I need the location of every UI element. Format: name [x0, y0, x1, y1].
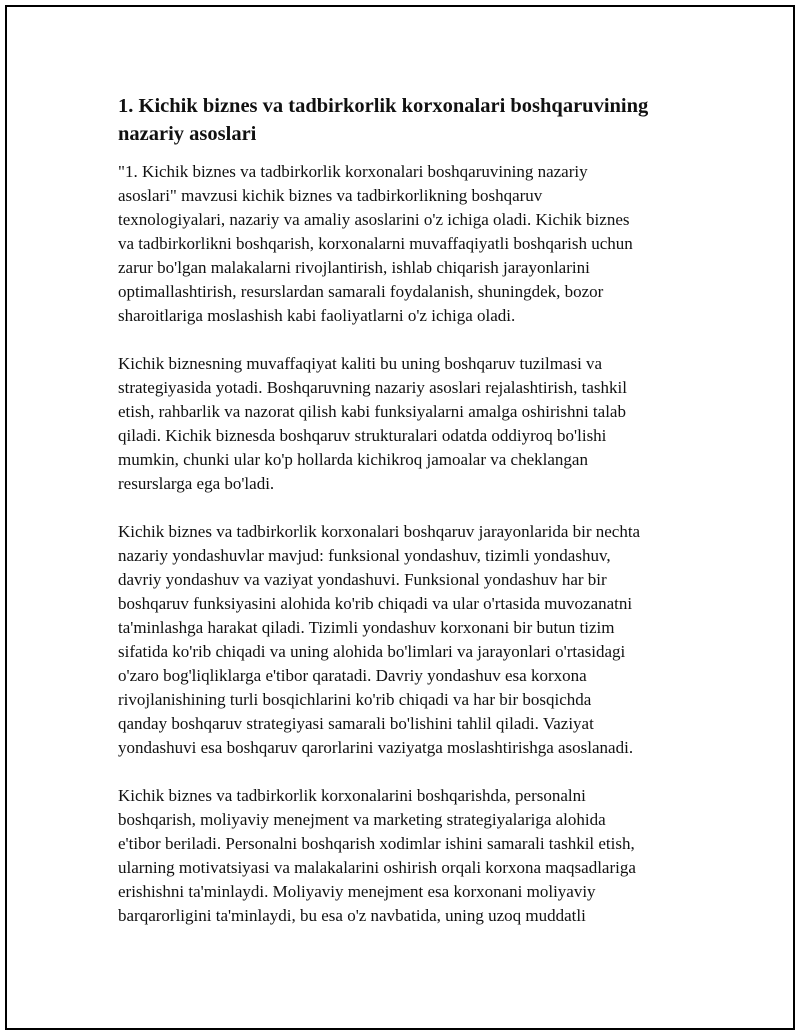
paragraph-list — [118, 160, 693, 928]
text-line: qiladi. Kichik biznesda boshqaruv strukturalari odatda oddiyroq bo'lishi — [118, 426, 607, 445]
document-body — [118, 92, 693, 952]
text-line: "1. Kichik biznes va tadbirkorlik korxonalari boshqaruvining nazariy — [118, 162, 588, 181]
text-line: Kichik biznes va tadbirkorlik korxonalarini boshqarishda, personalni — [118, 786, 586, 805]
paragraph — [118, 520, 693, 760]
text-line: rivojlanishining turli bosqichlarini ko'rib chiqadi va har bir bosqichda — [118, 690, 592, 709]
document-title: 1. Kichik biznes va tadbirkorlik korxonalari boshqaruvining nazariy asoslari — [118, 95, 649, 145]
text-line: nazariy yondashuvlar mavjud: funksional yondashuv, tizimli yondashuv, — [118, 546, 611, 565]
text-line: erishishni ta'minlaydi. Moliyaviy menejment esa korxonani moliyaviy — [118, 882, 596, 901]
text-line: sharoitlariga moslashish kabi faoliyatlarni o'z ichiga oladi. — [118, 306, 516, 325]
paragraph — [118, 784, 693, 928]
text-line: boshqarish, moliyaviy menejment va marketing strategiyalariga alohida — [118, 810, 606, 829]
text-line: zarur bo'lgan malakalarni rivojlantirish, ishlab chiqarish jarayonlarini — [118, 258, 590, 277]
text-line: resurslarga ega bo'ladi. — [118, 474, 275, 493]
text-line: asoslari" mavzusi kichik biznes va tadbirkorlikning boshqaruv — [118, 186, 543, 205]
text-line: Kichik biznesning muvaffaqiyat kaliti bu uning boshqaruv tuzilmasi va — [118, 354, 603, 373]
text-line: qanday boshqaruv strategiyasi samarali bo'lishini tahlil qiladi. Vaziyat — [118, 714, 594, 733]
text-line: yondashuvi esa boshqaruv qarorlarini vaziyatga moslashtirishga asoslanadi. — [118, 738, 634, 757]
text-line: optimallashtirish, resurslardan samarali foydalanish, shuningdek, bozor — [118, 282, 604, 301]
text-line: va tadbirkorlikni boshqarish, korxonalarni muvaffaqiyatli boshqarish uchun — [118, 234, 633, 253]
text-line: ularning motivatsiyasi va malakalarini oshirish orqali korxona maqsadlariga — [118, 858, 636, 877]
paragraph — [118, 160, 693, 328]
text-line: davriy yondashuv va vaziyat yondashuvi. Funksional yondashuv har bir — [118, 570, 607, 589]
text-line: mumkin, chunki ular ko'p hollarda kichikroq jamoalar va cheklangan — [118, 450, 588, 469]
text-line: ta'minlashga harakat qiladi. Tizimli yondashuv korxonani bir butun tizim — [118, 618, 615, 637]
text-line: e'tibor beriladi. Personalni boshqarish xodimlar ishini samarali tashkil etish, — [118, 834, 635, 853]
text-line: boshqaruv funksiyasini alohida ko'rib chiqadi va ular o'rtasida muvozanatni — [118, 594, 633, 613]
text-line: texnologiyalari, nazariy va amaliy asoslarini o'z ichiga oladi. Kichik biznes — [118, 210, 630, 229]
text-line: sifatida ko'rib chiqadi va uning alohida bo'limlari va jarayonlari o'rtasidagi — [118, 642, 626, 661]
text-line: strategiyasida yotadi. Boshqaruvning nazariy asoslari rejalashtirish, tashkil — [118, 378, 627, 397]
text-line: etish, rahbarlik va nazorat qilish kabi funksiyalarni amalga oshirishni talab — [118, 402, 626, 421]
paragraph — [118, 352, 693, 496]
text-line: barqarorligini ta'minlaydi, bu esa o'z navbatida, uning uzoq muddatli — [118, 906, 586, 925]
text-line: Kichik biznes va tadbirkorlik korxonalari boshqaruv jarayonlarida bir nechta — [118, 522, 641, 541]
text-line: o'zaro bog'liqliklarga e'tibor qaratadi. Davriy yondashuv esa korxona — [118, 666, 587, 685]
